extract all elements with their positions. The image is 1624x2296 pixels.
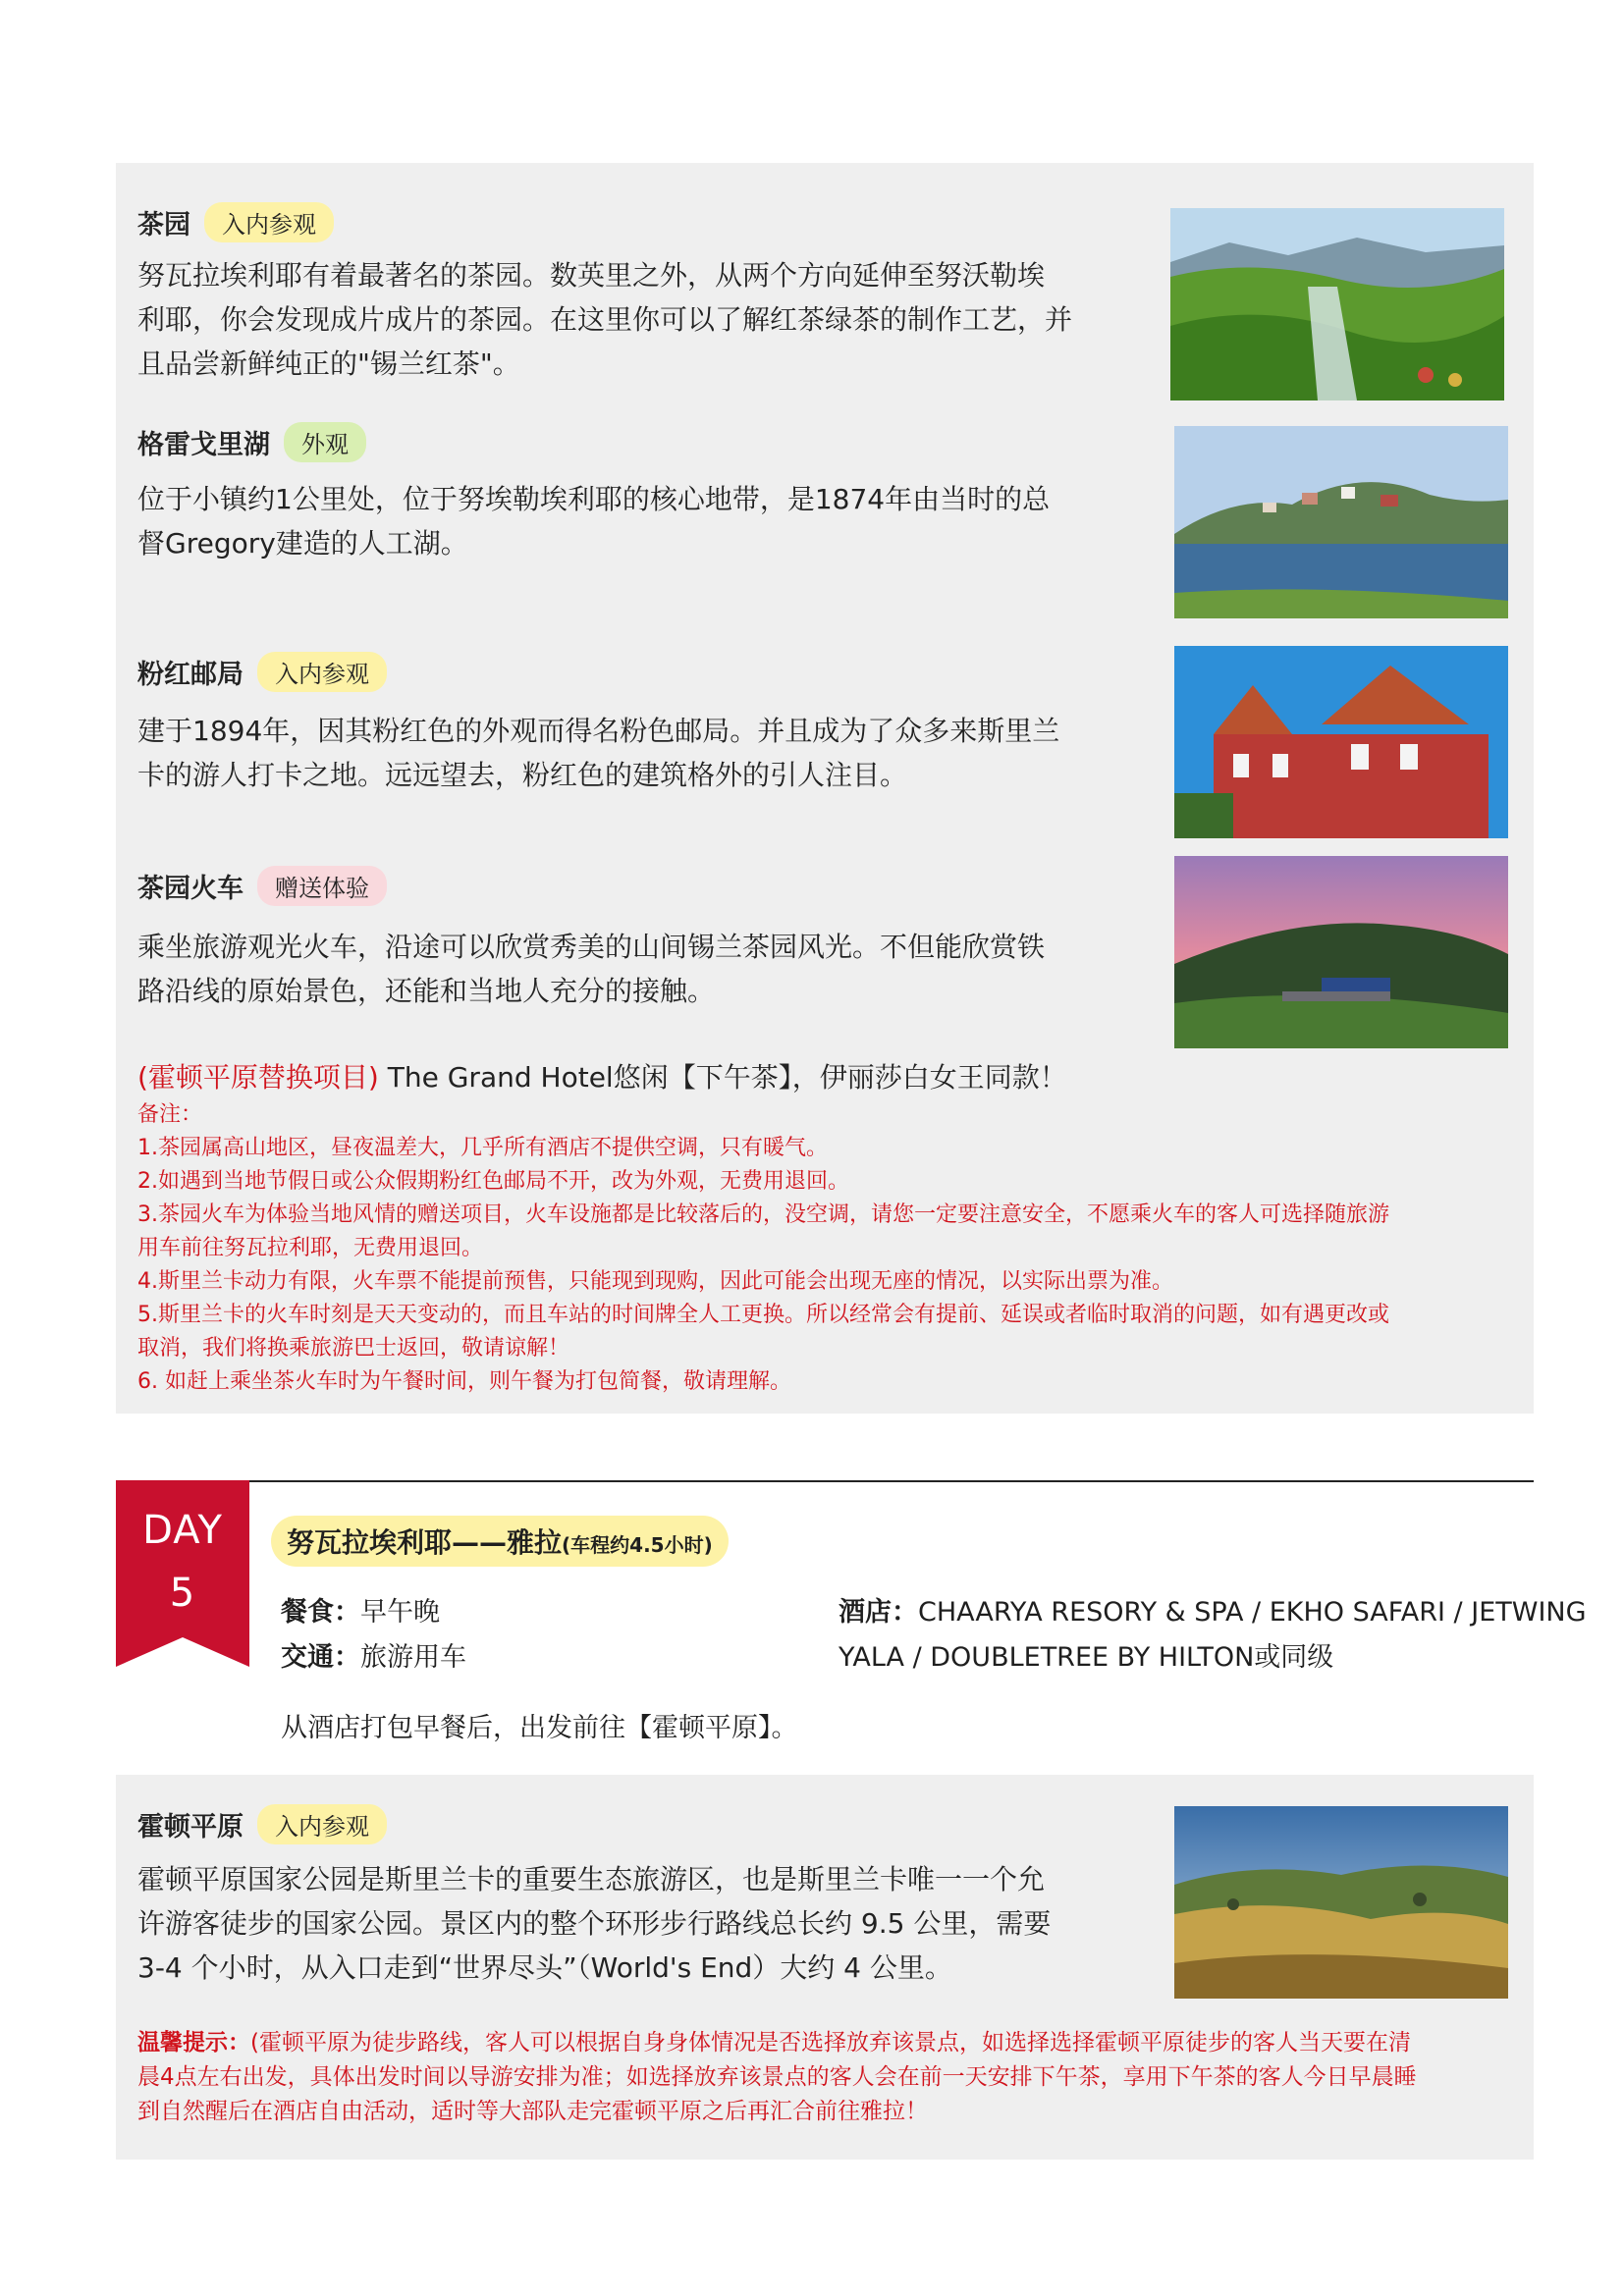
horton-plains-photo [1174, 1806, 1508, 1999]
gregory-lake-photo [1174, 426, 1508, 618]
note-line: 5.斯里兰卡的火车时刻是天天变动的，而且车站的时间牌全人工更换。所以经常会有提前、延误或者临时取消的问题，如有遇更改或 [137, 1303, 1389, 1327]
day-label: DAY [142, 1508, 223, 1553]
pink-post-office-photo [1174, 646, 1508, 838]
warm-tip [137, 2026, 1522, 2129]
tip-line: 晨4点左右出发，具体出发时间以导游安排为准；如选择放弃该景点的客人会在前一天安排下午茶，享用下午茶的客人今日早晨睡 [137, 2064, 1417, 2090]
meals-value: 早午晚 [360, 1597, 440, 1628]
section-title-tea-train [137, 866, 387, 906]
section-title-pink-post-office [137, 652, 387, 692]
note-line: 取消，我们将换乘旅游巴士返回，敬请谅解！ [137, 1336, 570, 1361]
departure-text: 从酒店打包早餐后，出发前往【霍顿平原】。 [281, 1713, 798, 1743]
replacement-label: (霍顿平原替换项目) [137, 1061, 379, 1094]
section-title-text: 粉红邮局 [137, 660, 244, 690]
section-title-tea-garden [137, 202, 334, 242]
hotel-line2: YALA / DOUBLETREE BY HILTON或同级 [839, 1642, 1334, 1673]
pink-post-office-description: 建于1894年，因其粉红色的外观而得名粉色邮局。并且成为了众多来斯里兰 卡的游人打卡之地。远远望去，粉红色的建筑格外的引人注目。 [137, 715, 1060, 791]
tip-line: (霍顿平原为徒步路线，客人可以根据自身身体情况是否选择放弃该景点，如选择选择霍顿平原徒步的客人当天要在清 [250, 2030, 1411, 2056]
hotel-info [839, 1590, 1587, 1634]
tip-line: 到自然醒后在酒店自由活动，适时等大部队走完霍顿平原之后再汇合前往雅拉！ [137, 2099, 928, 2124]
visit-tag: 入内参观 [204, 202, 334, 242]
note-line: 4.斯里兰卡动力有限，火车票不能提前预售，只能现到现购，因此可能会出现无座的情况，以实际出票为准。 [137, 1269, 1173, 1294]
tea-train-photo [1174, 856, 1508, 1048]
hotel-line1: CHAARYA RESORY & SPA / EKHO SAFARI / JETWING [918, 1597, 1587, 1628]
section-title-text: 霍顿平原 [137, 1812, 244, 1842]
day-badge [116, 1480, 249, 1667]
horton-plains-description: 霍顿平原国家公园是斯里兰卡的重要生态旅游区，也是斯里兰卡唯一一个允 许游客徒步的国家公园。景区内的整个环形步行路线总长约 9.5 公里，需要 3-4 个小时，从入口走到“世界尽头”（World's End）大约 4 公里。 [137, 1863, 1052, 1984]
tea-garden-photo [1170, 208, 1504, 400]
section-title-text: 茶园火车 [137, 874, 244, 904]
section-title-gregory-lake [137, 422, 366, 462]
section-title-horton-plains [137, 1804, 387, 1844]
hotel-label: 酒店： [839, 1597, 918, 1628]
note-line: 6. 如赶上乘坐茶火车时为午餐时间，则午餐为打包简餐，敬请理解。 [137, 1369, 791, 1394]
notes-heading: 备注： [137, 1102, 203, 1127]
section-title-text: 格雷戈里湖 [137, 430, 270, 460]
meals-info [281, 1590, 440, 1634]
note-line: 3.茶园火车为体验当地风情的赠送项目，火车设施都是比较落后的，没空调，请您一定要注意安全，不愿乘火车的客人可选择随旅游 [137, 1202, 1389, 1227]
tip-label: 温馨提示： [137, 2030, 250, 2056]
tea-garden-description: 努瓦拉埃利耶有着最著名的茶园。数英里之外，从两个方向延伸至努沃勒埃 利耶，你会发现成片成片的茶园。在这里你可以了解红茶绿茶的制作工艺，并 且品尝新鲜纯正的"锡兰红茶"。 [137, 259, 1073, 380]
replacement-text: The Grand Hotel悠闲【下午茶】，伊丽莎白女王同款！ [378, 1061, 1067, 1094]
day-divider [116, 1480, 1534, 1482]
route-duration: (车程约4.5小时) [562, 1533, 713, 1557]
transport-value: 旅游用车 [360, 1642, 466, 1673]
section-title-text: 茶园 [137, 210, 190, 240]
route-main: 努瓦拉埃利耶——雅拉 [287, 1526, 563, 1559]
meals-label: 餐食： [281, 1597, 360, 1628]
complimentary-tag: 赠送体验 [257, 866, 387, 906]
route-title [271, 1516, 729, 1567]
transport-info [281, 1635, 466, 1680]
note-line: 2.如遇到当地节假日或公众假期粉红色邮局不开，改为外观，无费用退回。 [137, 1169, 849, 1194]
exterior-view-tag: 外观 [284, 422, 366, 462]
replacement-item [137, 1056, 1067, 1095]
note-line: 用车前往努瓦拉利耶，无费用退回。 [137, 1236, 484, 1260]
transport-label: 交通： [281, 1642, 360, 1673]
day-number: 5 [169, 1571, 196, 1616]
visit-tag: 入内参观 [257, 652, 387, 692]
visit-tag: 入内参观 [257, 1804, 387, 1844]
note-line: 1.茶园属高山地区，昼夜温差大，几乎所有酒店不提供空调，只有暖气。 [137, 1136, 828, 1160]
hotel-info-continued [839, 1635, 1333, 1680]
tea-train-description: 乘坐旅游观光火车，沿途可以欣赏秀美的山间锡兰茶园风光。不但能欣赏铁 路沿线的原始景色，还能和当地人充分的接触。 [137, 931, 1046, 1007]
gregory-lake-description: 位于小镇约1公里处，位于努埃勒埃利耶的核心地带，是1874年由当时的总 督Gregory建造的人工湖。 [137, 483, 1051, 560]
